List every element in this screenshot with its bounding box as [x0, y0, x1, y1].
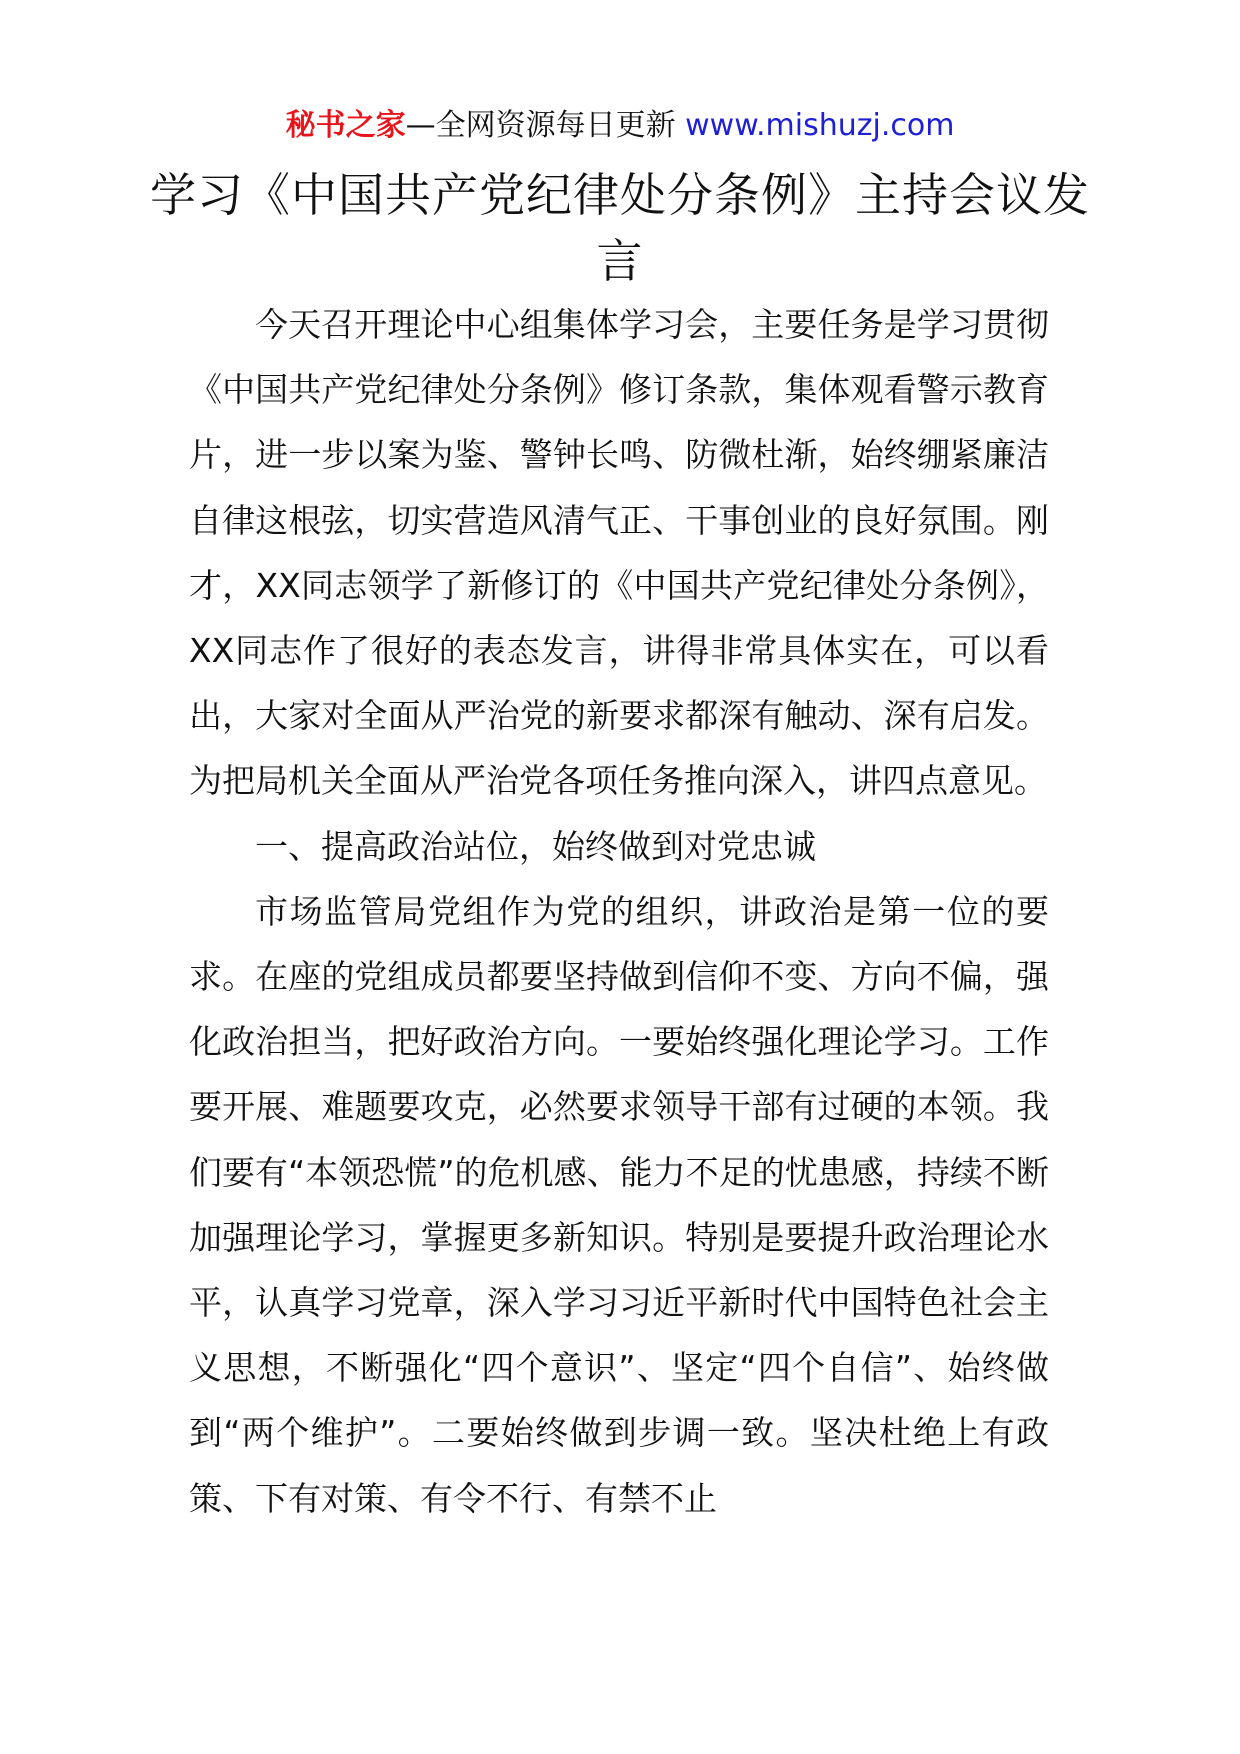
paragraph-intro: 今天召开理论中心组集体学习会，主要任务是学习贯彻《中国共产党纪律处分条例》修订条款，集体观看警示教育片，进一步以案为鉴、警钟长鸣、防微杜渐，始终绷紧廉洁自律这根弦，切实营造风清气正、干事创业的良好氛围。刚才，XX同志领学了新修订的《中国共产党纪律处分条例》，XX同志作了很好的表态发言，讲得非常具体实在，可以看出，大家对全面从严治党的新要求都深有触动、深有启发。为把局机关全面从严治党各项任务推向深入，讲四点意见。 [189, 305, 1049, 801]
document-title: 学习《中国共产党纪律处分条例》主持会议发言 [150, 168, 1090, 288]
site-url-link[interactable]: www.mishuzj.com [685, 108, 955, 143]
section-heading-1: 一、提高政治站位，始终做到对党忠诚 [255, 826, 816, 866]
document-body [189, 292, 1049, 1531]
brand-name: 秘书之家 [285, 108, 406, 143]
paragraph-section-1: 市场监管局党组作为党的组织，讲政治是第一位的要求。在座的党组成员都要坚持做到信仰不变、方向不偏，强化政治担当，把好政治方向。一要始终强化理论学习。工作要开展、难题要攻克，必然要求领导干部有过硬的本领。我们要有“本领恐慌”的危机感、能力不足的忧患感，持续不断加强理论学习，掌握更多新知识。特别是要提升政治理论水平，认真学习党章，深入学习习近平新时代中国特色社会主义思想，不断强化“四个意识”、坚定“四个自信”、始终做到“两个维护”。二要始终做到步调一致。坚决杜绝上有政策、下有对策、有令不行、有禁不止 [189, 891, 1049, 1518]
site-header [0, 104, 1240, 148]
header-slogan: —全网资源每日更新 [405, 108, 686, 143]
